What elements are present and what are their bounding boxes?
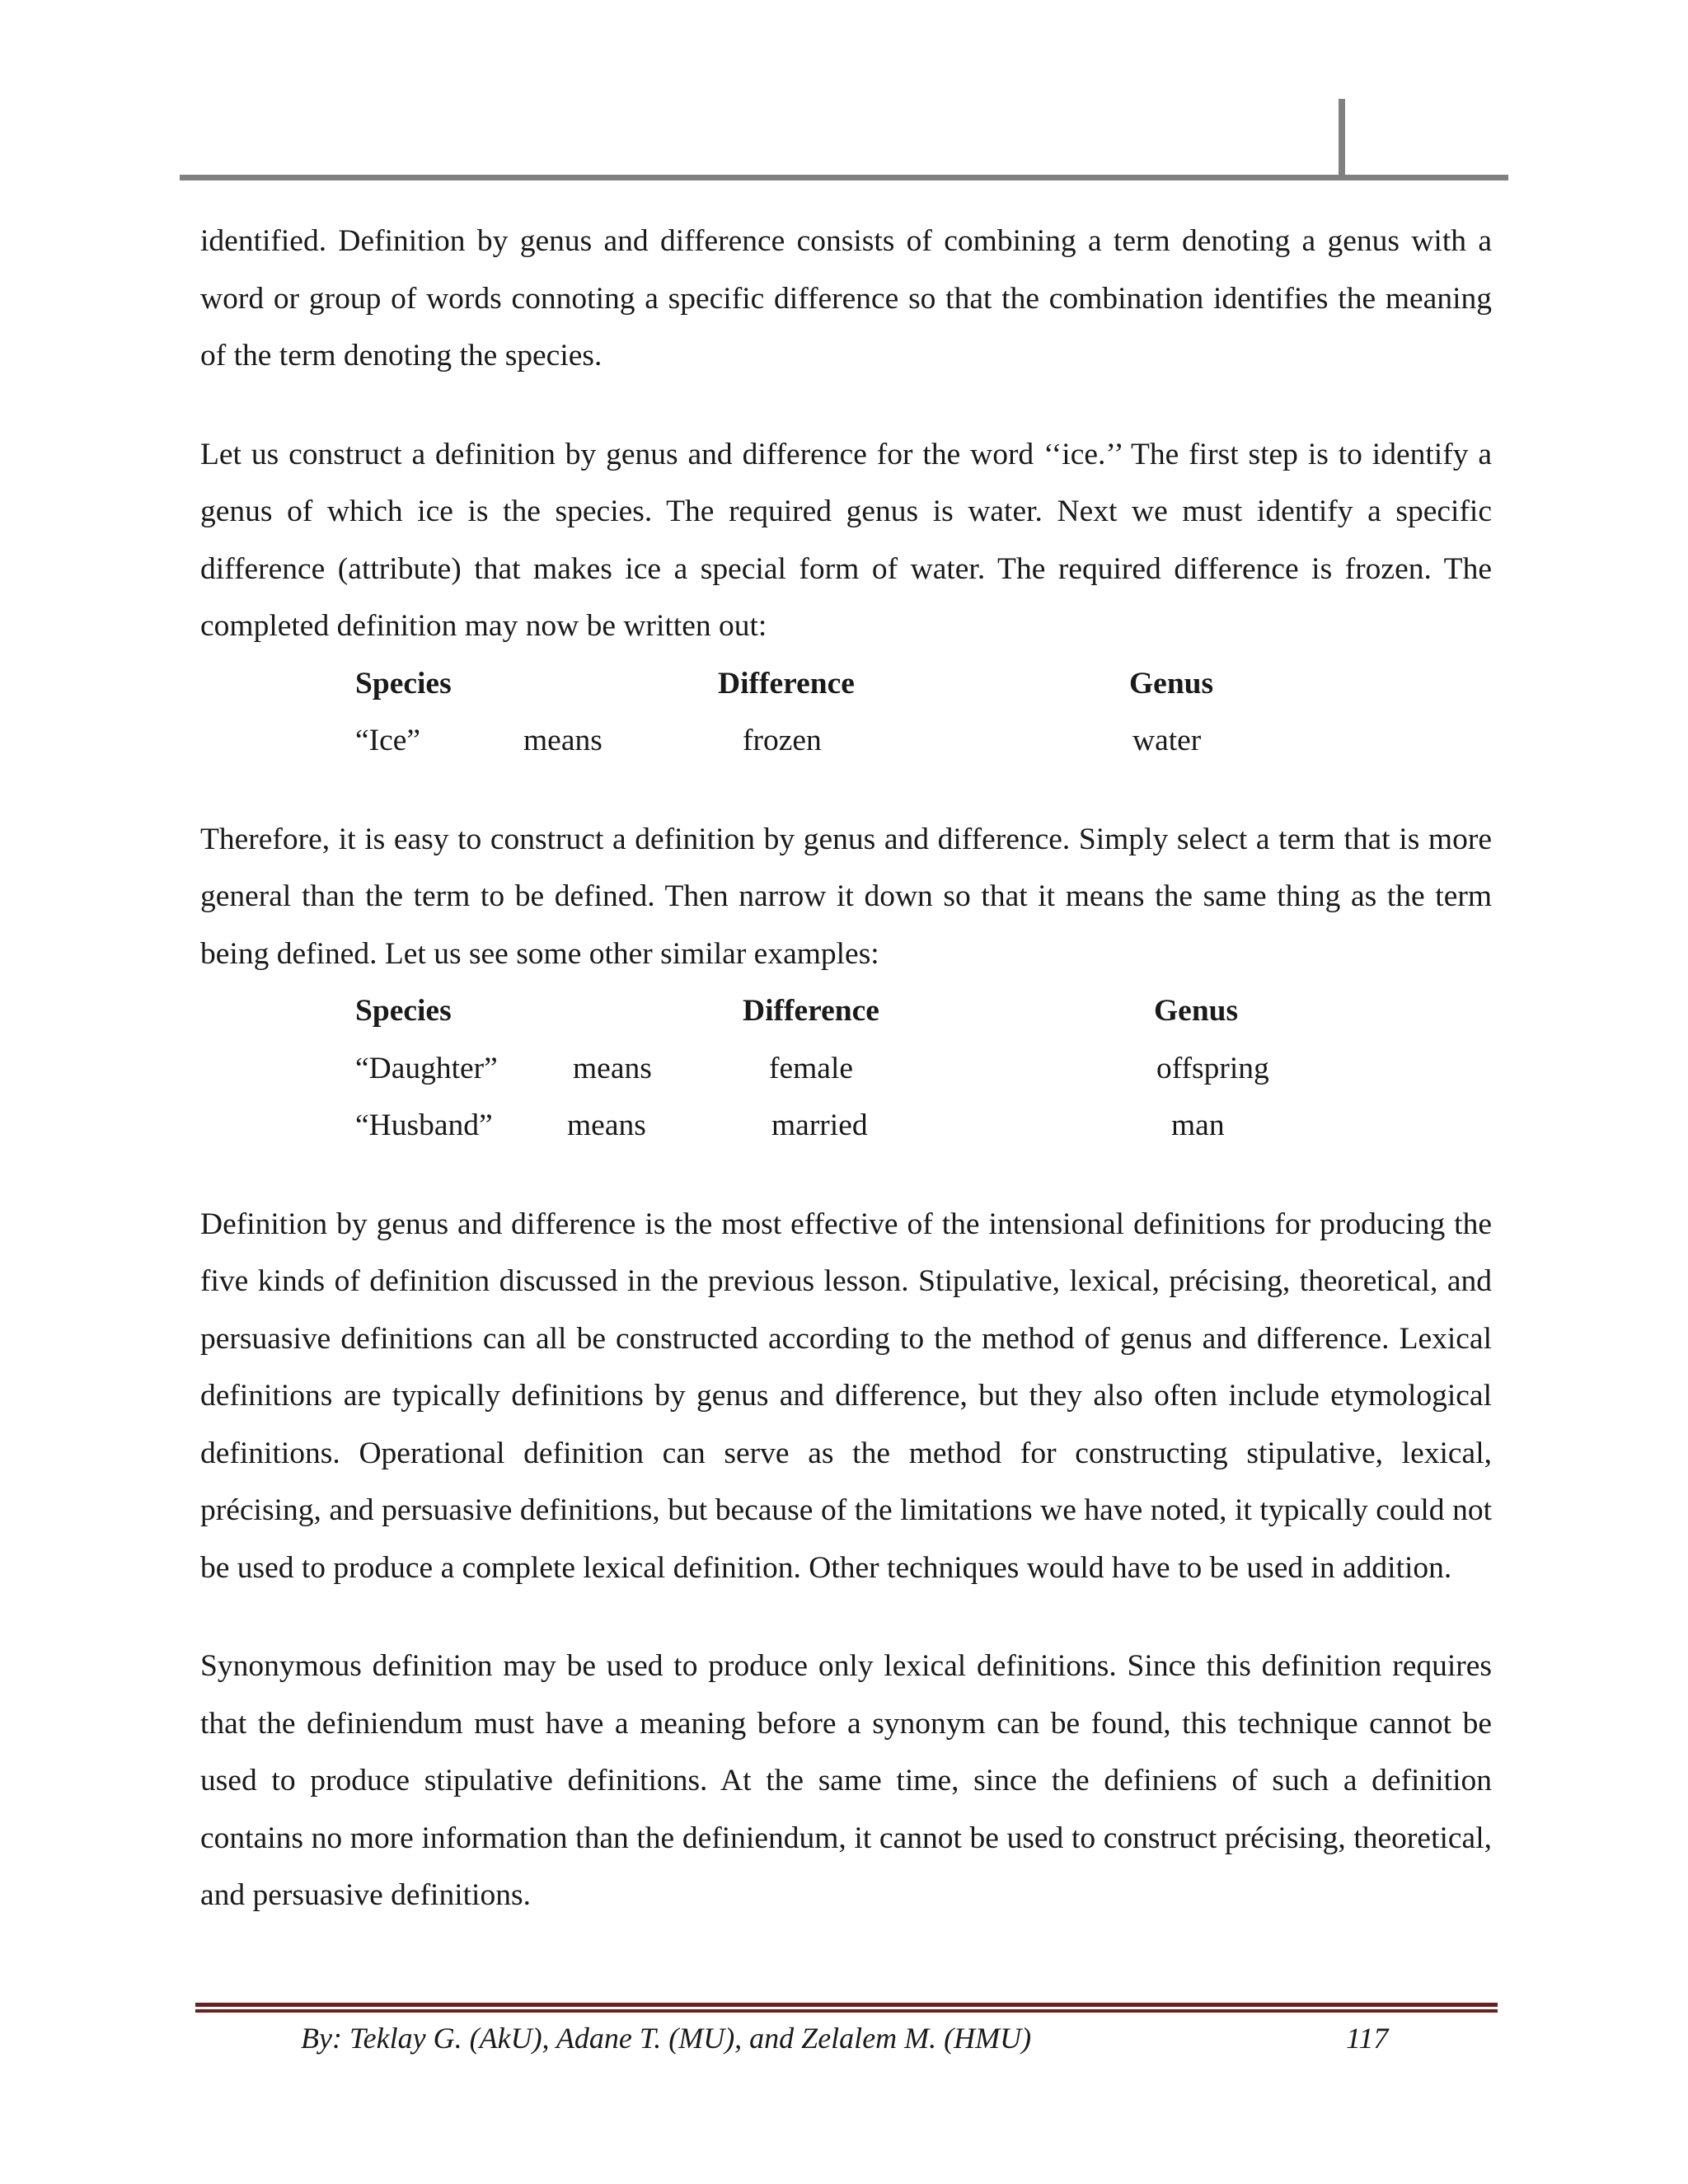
paragraph-4: Definition by genus and difference is the most effective of the intensional definitions for producing the five kinds of definition discussed in the previous lesson. Stipulative, lexical, précising, theoretical, and persuasive definitions can all be constructed according to the method of genus and difference. Lexical definitions are typically definitions by genus and difference, but they also often include etymological definitions. Operational definition can serve as the method for constructing stipulative, lexical, précising, and persuasive definitions, but because of the limitations we have noted, it typically could not be used to produce a complete lexical definition. Other techniques would have to be used in addition. [200, 1207, 1492, 1585]
page-number: 117 [1346, 2022, 1389, 2055]
table2-species: “Husband” [355, 1108, 493, 1142]
table2-header-genus: Genus [1154, 994, 1239, 1028]
table2-header-row [200, 982, 1492, 1040]
paragraph-2: Let us construct a definition by genus and difference for the word ‘‘ice.’’ The first step is to identify a genus of which ice is the species. The required genus is water. Next we must identify a specific difference (attribute) that makes ice a special form of water. The required difference is frozen. The completed definition may now be written out: [200, 437, 1492, 643]
paragraph-1: identified. Definition by genus and difference consists of combining a term denoting a genus with a word or group of words connoting a specific difference so that the combination identifies the meaning of the term denoting the species. [200, 224, 1492, 373]
table2-means: means [567, 1108, 646, 1142]
table1-header-row [200, 655, 1492, 713]
table1-header-genus: Genus [1129, 666, 1214, 701]
header-rule [180, 175, 1508, 180]
table2-difference: female [769, 1051, 854, 1085]
table2-row [200, 1097, 1492, 1155]
paragraph-3: Therefore, it is easy to construct a definition by genus and difference. Simply select a term that is more general than the term to be defined. Then narrow it down so that it means the same thing as the term being defined. Let us see some other similar examples: [200, 822, 1492, 971]
footer-rule [195, 2009, 1498, 2013]
table2-means: means [573, 1051, 652, 1085]
table2-species: “Daughter” [355, 1051, 498, 1085]
table1-species: “Ice” [355, 724, 421, 757]
table1-row [200, 712, 1492, 770]
footer-authors: By: Teklay G. (AkU), Adane T. (MU), and Zelalem M. (HMU) [301, 2022, 1032, 2055]
page-footer [301, 2018, 1455, 2059]
table2-genus: man [1171, 1108, 1225, 1142]
header-tick [1339, 99, 1345, 180]
paragraph-5: Synonymous definition may be used to produce only lexical definitions. Since this definition requires that the definiendum must have a meaning before a synonym can be found, this technique cannot be used to produce stipulative definitions. At the same time, since the definiens of such a definition contains no more information than the definiendum, it cannot be used to construct précising, theoretical, and persuasive definitions. [200, 1649, 1492, 1912]
table2-difference: married [771, 1108, 868, 1142]
table1-genus: water [1132, 724, 1202, 757]
table2-header-difference: Difference [743, 994, 879, 1028]
page-body [200, 213, 1492, 1924]
table2-genus: offspring [1156, 1051, 1269, 1085]
table1-difference: frozen [743, 724, 822, 757]
table2-header-species: Species [355, 994, 452, 1028]
table1-header-species: Species [355, 666, 452, 701]
table1-means: means [523, 724, 603, 757]
footer-rule [195, 2003, 1498, 2007]
table2-row [200, 1040, 1492, 1098]
table1-header-difference: Difference [718, 666, 855, 701]
